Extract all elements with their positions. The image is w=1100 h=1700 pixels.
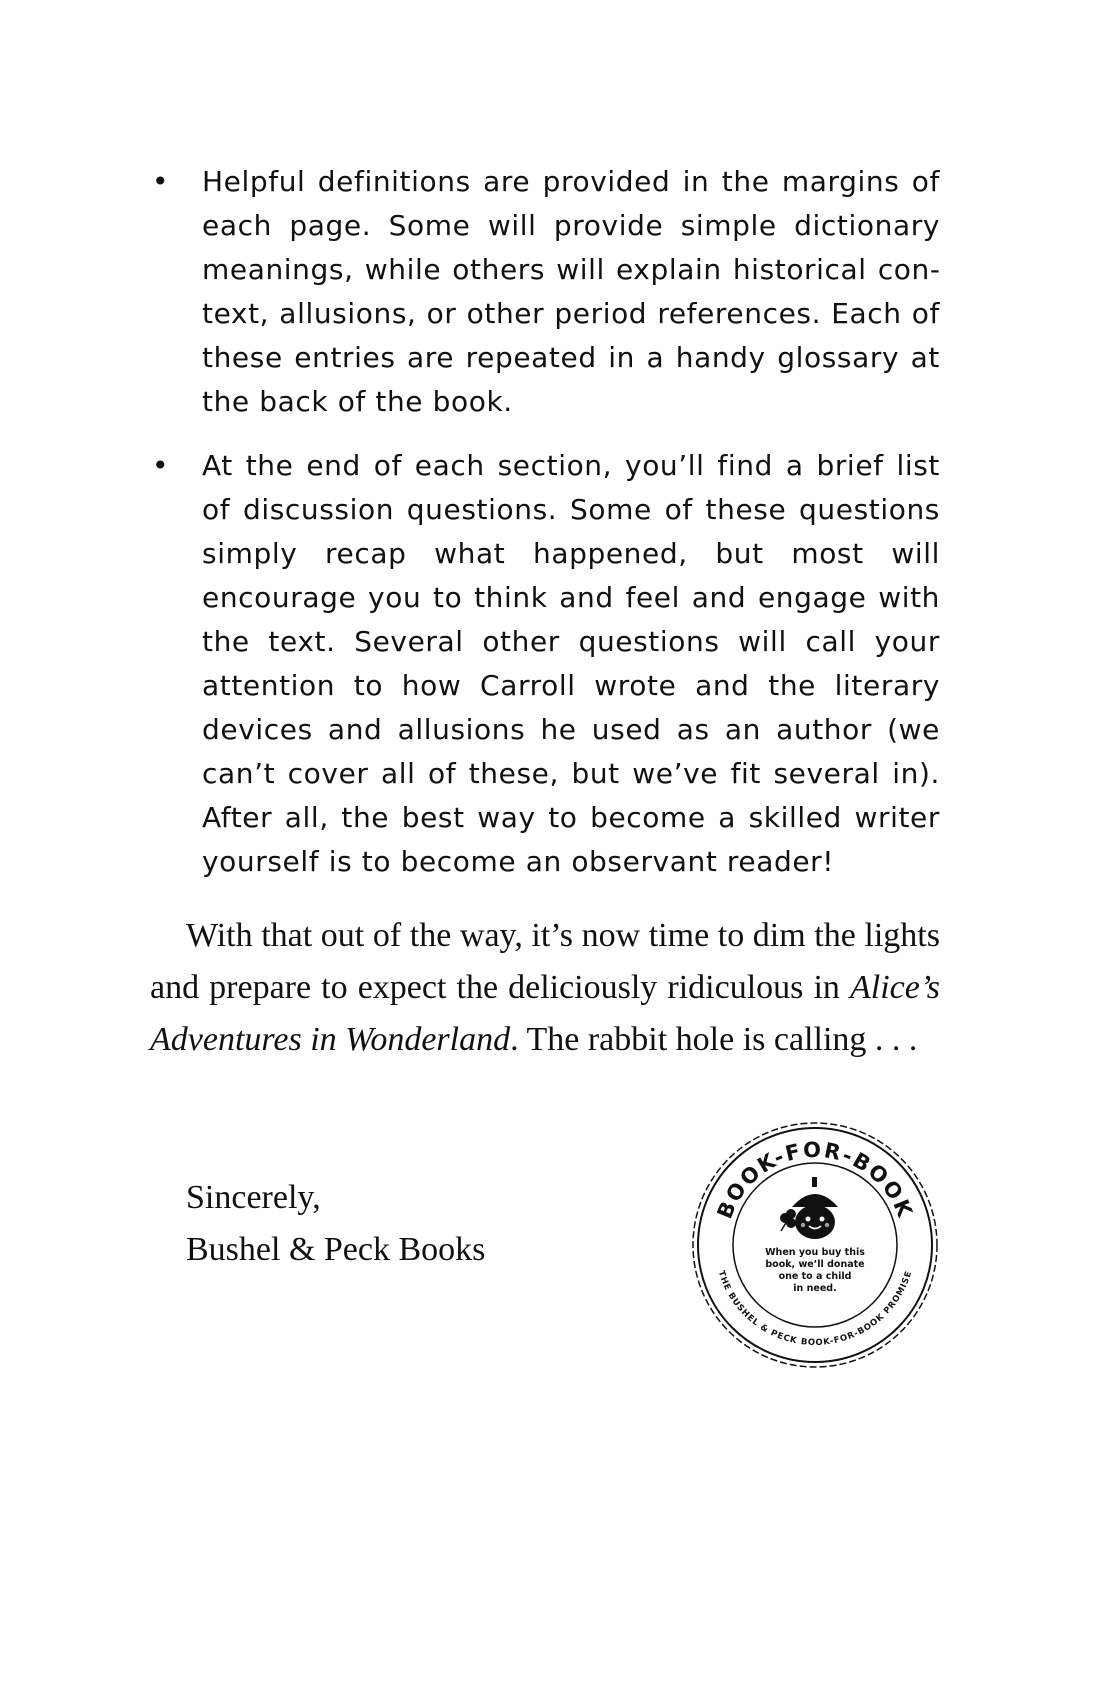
signoff-salutation: Sincerely, xyxy=(186,1179,321,1216)
seal-bottom-arc: THE BUSHEL & PECK BOOK-FOR-BOOK PROMISE xyxy=(715,1269,915,1349)
closing-paragraph xyxy=(150,910,940,1066)
bullet-item-questions xyxy=(150,444,940,884)
bullet-item-definitions xyxy=(150,160,940,424)
seal-center-line-1: When you buy this xyxy=(765,1247,865,1258)
bullet-marker: • xyxy=(152,449,170,482)
seal-top-arc: BOOK-FOR-BOOK xyxy=(712,1137,918,1223)
book-title: Alice’s Adventures in Wonderland xyxy=(150,969,940,1058)
closing-text-end: . The rabbit hole is calling . . . xyxy=(510,1021,918,1058)
bullet-marker: • xyxy=(152,165,170,198)
seal-center-line-2: book, we’ll donate xyxy=(765,1259,865,1270)
bullet-text: Helpful definitions are provided in the margins of each page. Some will provide simple dictionary meanings, while others will explain historical context, allusions, or other period references. Each of these entries are repeated in a handy glossary at the back of the book. xyxy=(202,165,940,418)
closing-text-start: With that out of the way, it’s now time to dim the lights and prepare to expect the deliciously ridiculous in xyxy=(150,917,940,1006)
signoff xyxy=(186,1172,485,1276)
signoff-publisher: Bushel & Peck Books xyxy=(186,1231,486,1268)
bullet-text: At the end of each section, you’ll find a brief list of discussion questions. Some of these questions simply recap what happened, but most will encourage you to think and feel and engage with the text. Several other questions will call your attention to how Carroll wrote and the literary devices and allusions he used as an author (we can’t cover all of these, but we’ve fit several in). After all, the best way to become a skilled writer yourself is to become an observant reader! xyxy=(202,449,940,878)
bullet-list xyxy=(150,160,940,904)
book-for-book-seal xyxy=(685,1115,945,1375)
seal-center-line-4: in need. xyxy=(793,1283,837,1294)
seal-center-line-3: one to a child xyxy=(778,1271,852,1282)
